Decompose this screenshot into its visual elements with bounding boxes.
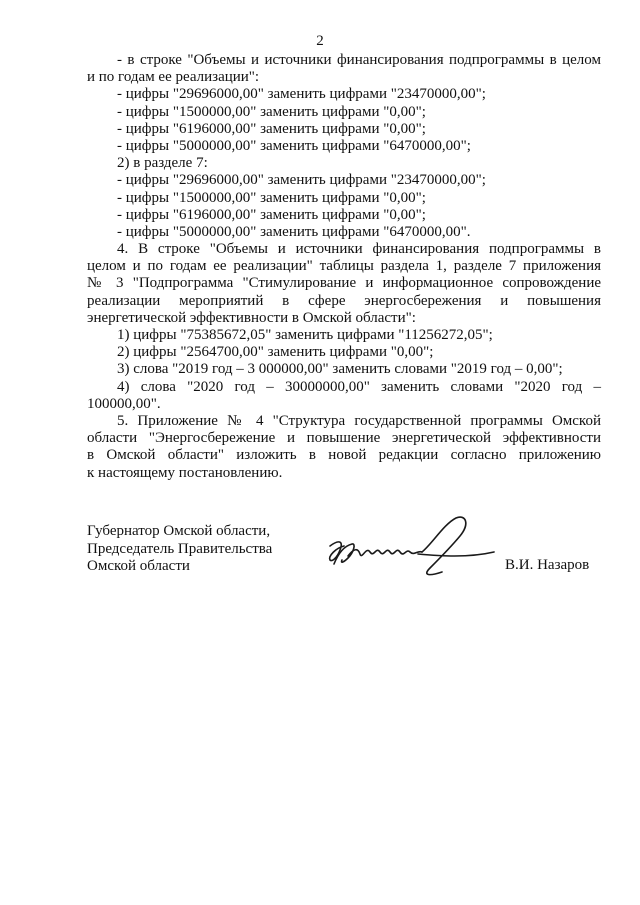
text-line: 100000,00".: [87, 395, 161, 412]
text-line: реализации мероприятий в сфере энергосбережения и повышения: [87, 292, 601, 309]
signer-name: В.И. Назаров: [505, 557, 590, 573]
text-line: 4. В строке "Объемы и источники финансирования подпрограммы в: [117, 241, 601, 258]
text-line: - цифры "1500000,00" заменить цифрами "0,00";: [117, 189, 426, 206]
signatory-title-line: Председатель Правительства: [87, 540, 273, 557]
text-line: 3) слова "2019 год – 3 000000,00" заменить словами "2019 год – 0,00";: [117, 361, 563, 378]
text-line: 5. Приложение № 4 "Структура государственной программы Омской: [117, 412, 601, 429]
handwritten-signature: [318, 510, 498, 590]
text-line: в Омской области" изложить в новой редакции согласно приложению: [87, 447, 601, 464]
text-line: и по годам ее реализации":: [87, 69, 260, 86]
text-line: - цифры "29696000,00" заменить цифрами "23470000,00";: [117, 172, 486, 189]
text-line: энергетической эффективности в Омской области":: [87, 309, 416, 326]
text-line: - цифры "1500000,00" заменить цифрами "0,00";: [117, 103, 426, 120]
text-line: целом и по годам ее реализации" таблицы раздела 1, разделе 7 приложения: [87, 258, 601, 275]
text-line: 2) в разделе 7:: [117, 155, 208, 172]
text-line: к настоящему постановлению.: [87, 464, 283, 481]
text-line: - цифры "6196000,00" заменить цифрами "0,00";: [117, 206, 426, 223]
signatory-title-line: Омской области: [87, 558, 190, 574]
text-line: 4) слова "2020 год – 30000000,00" заменить словами "2020 год –: [117, 378, 601, 395]
text-line: - в строке "Объемы и источники финансирования подпрограммы в целом: [117, 52, 601, 68]
text-line: - цифры "6196000,00" заменить цифрами "0,00";: [117, 120, 426, 137]
text-line: - цифры "5000000,00" заменить цифрами "6470000,00".: [117, 223, 471, 240]
text-line: - цифры "29696000,00" заменить цифрами "23470000,00";: [117, 86, 486, 103]
text-line: - цифры "5000000,00" заменить цифрами "6470000,00";: [117, 137, 471, 154]
text-line: 2) цифры "2564700,00" заменить цифрами "0,00";: [117, 344, 434, 361]
signatory-title-line: Губернатор Омской области,: [87, 523, 271, 539]
text-line: области "Энергосбережение и повышение энергетической эффективности: [87, 430, 601, 447]
page-number: 2: [316, 33, 324, 49]
text-line: 1) цифры "75385672,05" заменить цифрами "11256272,05";: [117, 327, 493, 343]
text-line: № 3 "Подпрограмма "Стимулирование и информационное сопровождение: [87, 275, 601, 292]
document-body: [87, 52, 601, 482]
